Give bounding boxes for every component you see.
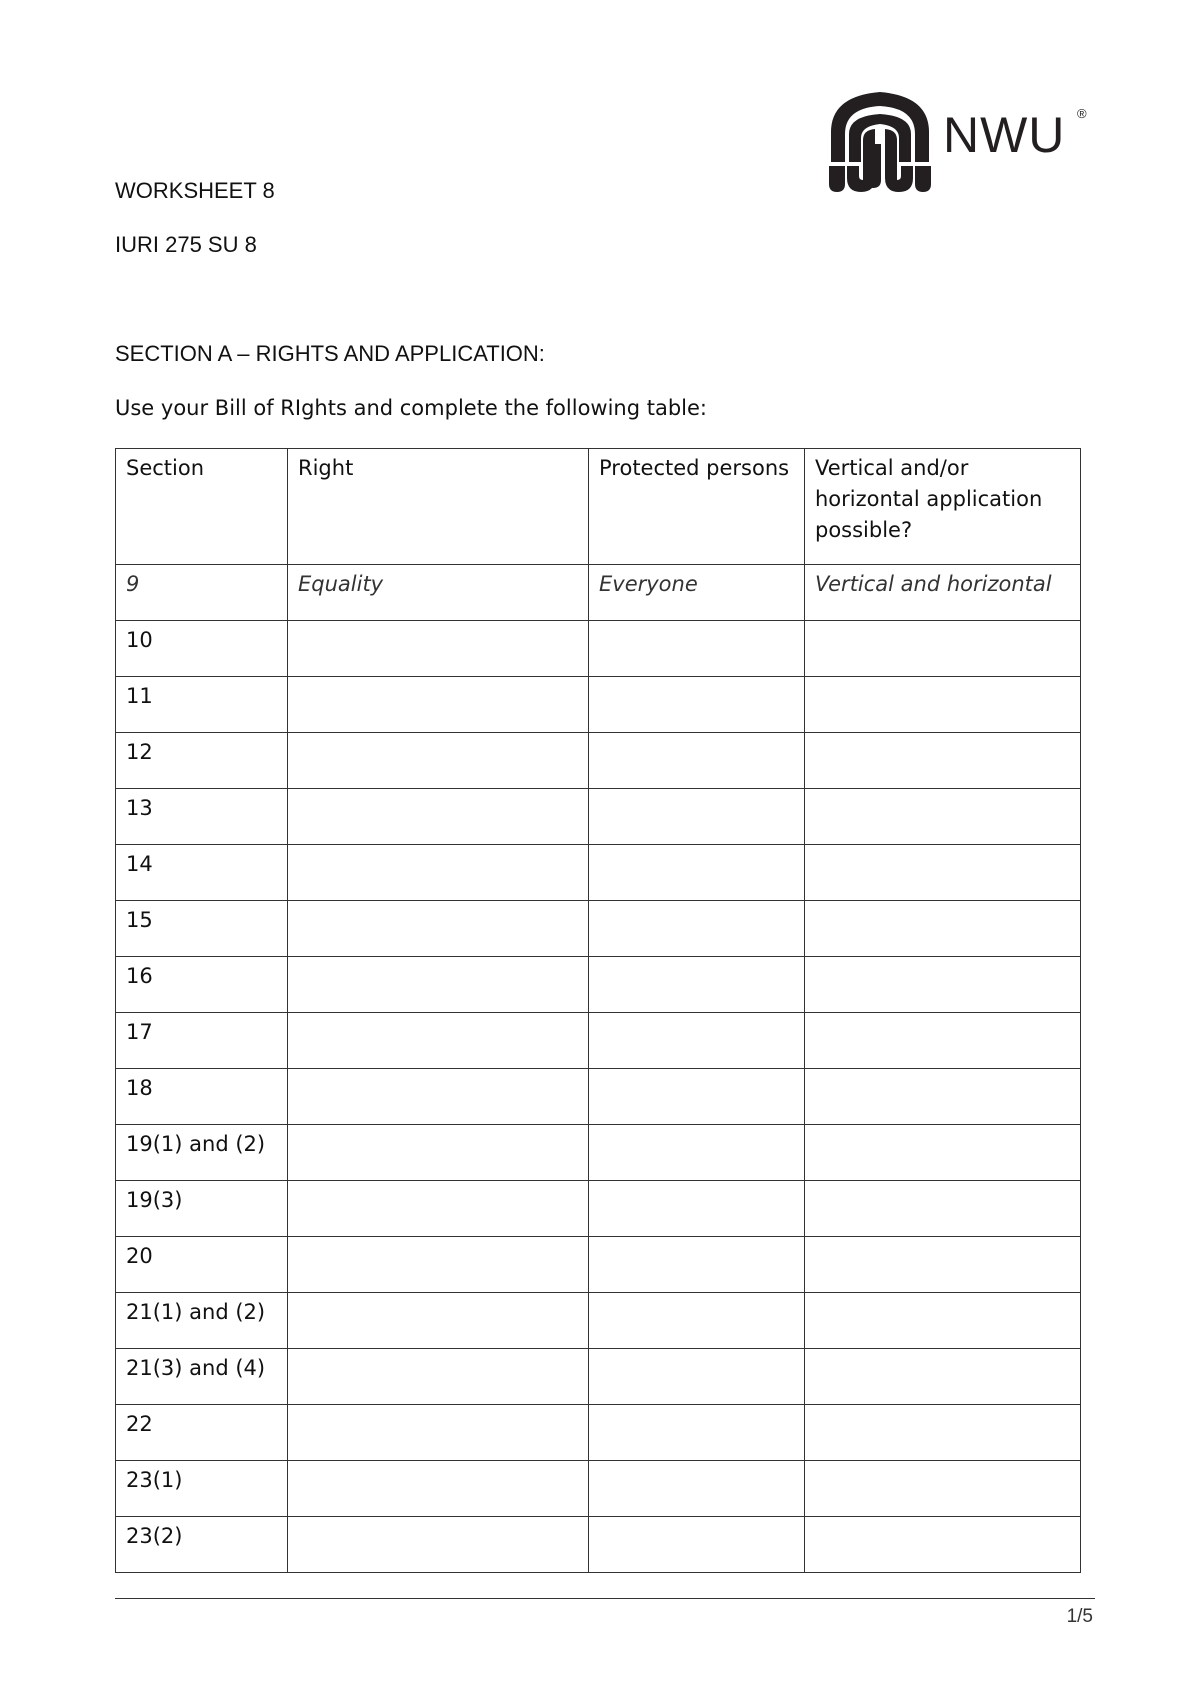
section-cell: 15 <box>116 901 288 957</box>
right-cell[interactable] <box>288 901 589 957</box>
table-row <box>116 1237 1081 1293</box>
protected-persons-cell[interactable] <box>589 621 805 677</box>
right-cell[interactable] <box>288 789 589 845</box>
nwu-logo <box>825 88 1095 198</box>
worksheet-title: WORKSHEET 8 <box>115 178 275 203</box>
table-row <box>116 789 1081 845</box>
protected-persons-cell[interactable] <box>589 845 805 901</box>
section-cell: 12 <box>116 733 288 789</box>
header-right: Right <box>288 449 589 565</box>
course-code: IURI 275 SU 8 <box>115 232 257 257</box>
right-cell[interactable] <box>288 1013 589 1069</box>
table-row <box>116 677 1081 733</box>
instruction-text: Use your Bill of RIghts and complete the following table: <box>115 396 708 420</box>
application-cell[interactable] <box>805 1461 1081 1517</box>
header-application: Vertical and/or horizontal application possible? <box>805 449 1081 565</box>
table-row <box>116 1181 1081 1237</box>
application-cell[interactable] <box>805 901 1081 957</box>
section-cell: 10 <box>116 621 288 677</box>
example-right: Equality <box>288 565 589 621</box>
table-row <box>116 1293 1081 1349</box>
example-section: 9 <box>116 565 288 621</box>
table-row <box>116 1461 1081 1517</box>
example-application: Vertical and horizontal <box>805 565 1081 621</box>
section-cell: 21(3) and (4) <box>116 1349 288 1405</box>
application-cell[interactable] <box>805 621 1081 677</box>
protected-persons-cell[interactable] <box>589 1405 805 1461</box>
application-cell[interactable] <box>805 733 1081 789</box>
application-cell[interactable] <box>805 1237 1081 1293</box>
table-row <box>116 1517 1081 1573</box>
right-cell[interactable] <box>288 1405 589 1461</box>
table-row <box>116 621 1081 677</box>
header-protected-persons: Protected persons <box>589 449 805 565</box>
application-cell[interactable] <box>805 1181 1081 1237</box>
application-cell[interactable] <box>805 1405 1081 1461</box>
application-cell[interactable] <box>805 1517 1081 1573</box>
section-cell: 16 <box>116 957 288 1013</box>
section-cell: 21(1) and (2) <box>116 1293 288 1349</box>
right-cell[interactable] <box>288 1461 589 1517</box>
protected-persons-cell[interactable] <box>589 677 805 733</box>
nwu-emblem-icon <box>825 88 935 198</box>
protected-persons-cell[interactable] <box>589 1181 805 1237</box>
table-row <box>116 1405 1081 1461</box>
right-cell[interactable] <box>288 957 589 1013</box>
table-row <box>116 1069 1081 1125</box>
right-cell[interactable] <box>288 1517 589 1573</box>
rights-table <box>115 448 1081 1573</box>
protected-persons-cell[interactable] <box>589 1237 805 1293</box>
section-cell: 17 <box>116 1013 288 1069</box>
example-row <box>116 565 1081 621</box>
protected-persons-cell[interactable] <box>589 901 805 957</box>
protected-persons-cell[interactable] <box>589 1069 805 1125</box>
section-cell: 19(3) <box>116 1181 288 1237</box>
right-cell[interactable] <box>288 1069 589 1125</box>
right-cell[interactable] <box>288 677 589 733</box>
application-cell[interactable] <box>805 1293 1081 1349</box>
table-row <box>116 1349 1081 1405</box>
right-cell[interactable] <box>288 1293 589 1349</box>
application-cell[interactable] <box>805 1349 1081 1405</box>
table-row <box>116 1125 1081 1181</box>
protected-persons-cell[interactable] <box>589 1517 805 1573</box>
right-cell[interactable] <box>288 1125 589 1181</box>
protected-persons-cell[interactable] <box>589 733 805 789</box>
right-cell[interactable] <box>288 1181 589 1237</box>
registered-mark: ® <box>1077 106 1087 121</box>
table-row <box>116 901 1081 957</box>
header-section: Section <box>116 449 288 565</box>
right-cell[interactable] <box>288 621 589 677</box>
application-cell[interactable] <box>805 789 1081 845</box>
application-cell[interactable] <box>805 957 1081 1013</box>
section-cell: 23(2) <box>116 1517 288 1573</box>
right-cell[interactable] <box>288 733 589 789</box>
protected-persons-cell[interactable] <box>589 1349 805 1405</box>
application-cell[interactable] <box>805 845 1081 901</box>
table-row <box>116 1013 1081 1069</box>
application-cell[interactable] <box>805 1069 1081 1125</box>
table-row <box>116 957 1081 1013</box>
table-row <box>116 845 1081 901</box>
right-cell[interactable] <box>288 845 589 901</box>
application-cell[interactable] <box>805 1125 1081 1181</box>
protected-persons-cell[interactable] <box>589 957 805 1013</box>
protected-persons-cell[interactable] <box>589 789 805 845</box>
example-protected: Everyone <box>589 565 805 621</box>
application-cell[interactable] <box>805 677 1081 733</box>
protected-persons-cell[interactable] <box>589 1293 805 1349</box>
page-number: 1/5 <box>1066 1606 1093 1627</box>
section-cell: 22 <box>116 1405 288 1461</box>
section-heading: SECTION A – RIGHTS AND APPLICATION: <box>115 341 545 366</box>
section-cell: 11 <box>116 677 288 733</box>
application-cell[interactable] <box>805 1013 1081 1069</box>
section-cell: 20 <box>116 1237 288 1293</box>
right-cell[interactable] <box>288 1349 589 1405</box>
section-cell: 23(1) <box>116 1461 288 1517</box>
section-cell: 14 <box>116 845 288 901</box>
protected-persons-cell[interactable] <box>589 1013 805 1069</box>
section-cell: 19(1) and (2) <box>116 1125 288 1181</box>
protected-persons-cell[interactable] <box>589 1461 805 1517</box>
section-cell: 13 <box>116 789 288 845</box>
logo-wordmark: NWU <box>943 107 1066 163</box>
table-header-row <box>116 449 1081 565</box>
right-cell[interactable] <box>288 1237 589 1293</box>
section-cell: 18 <box>116 1069 288 1125</box>
footer-divider <box>115 1598 1095 1599</box>
table-row <box>116 733 1081 789</box>
protected-persons-cell[interactable] <box>589 1125 805 1181</box>
